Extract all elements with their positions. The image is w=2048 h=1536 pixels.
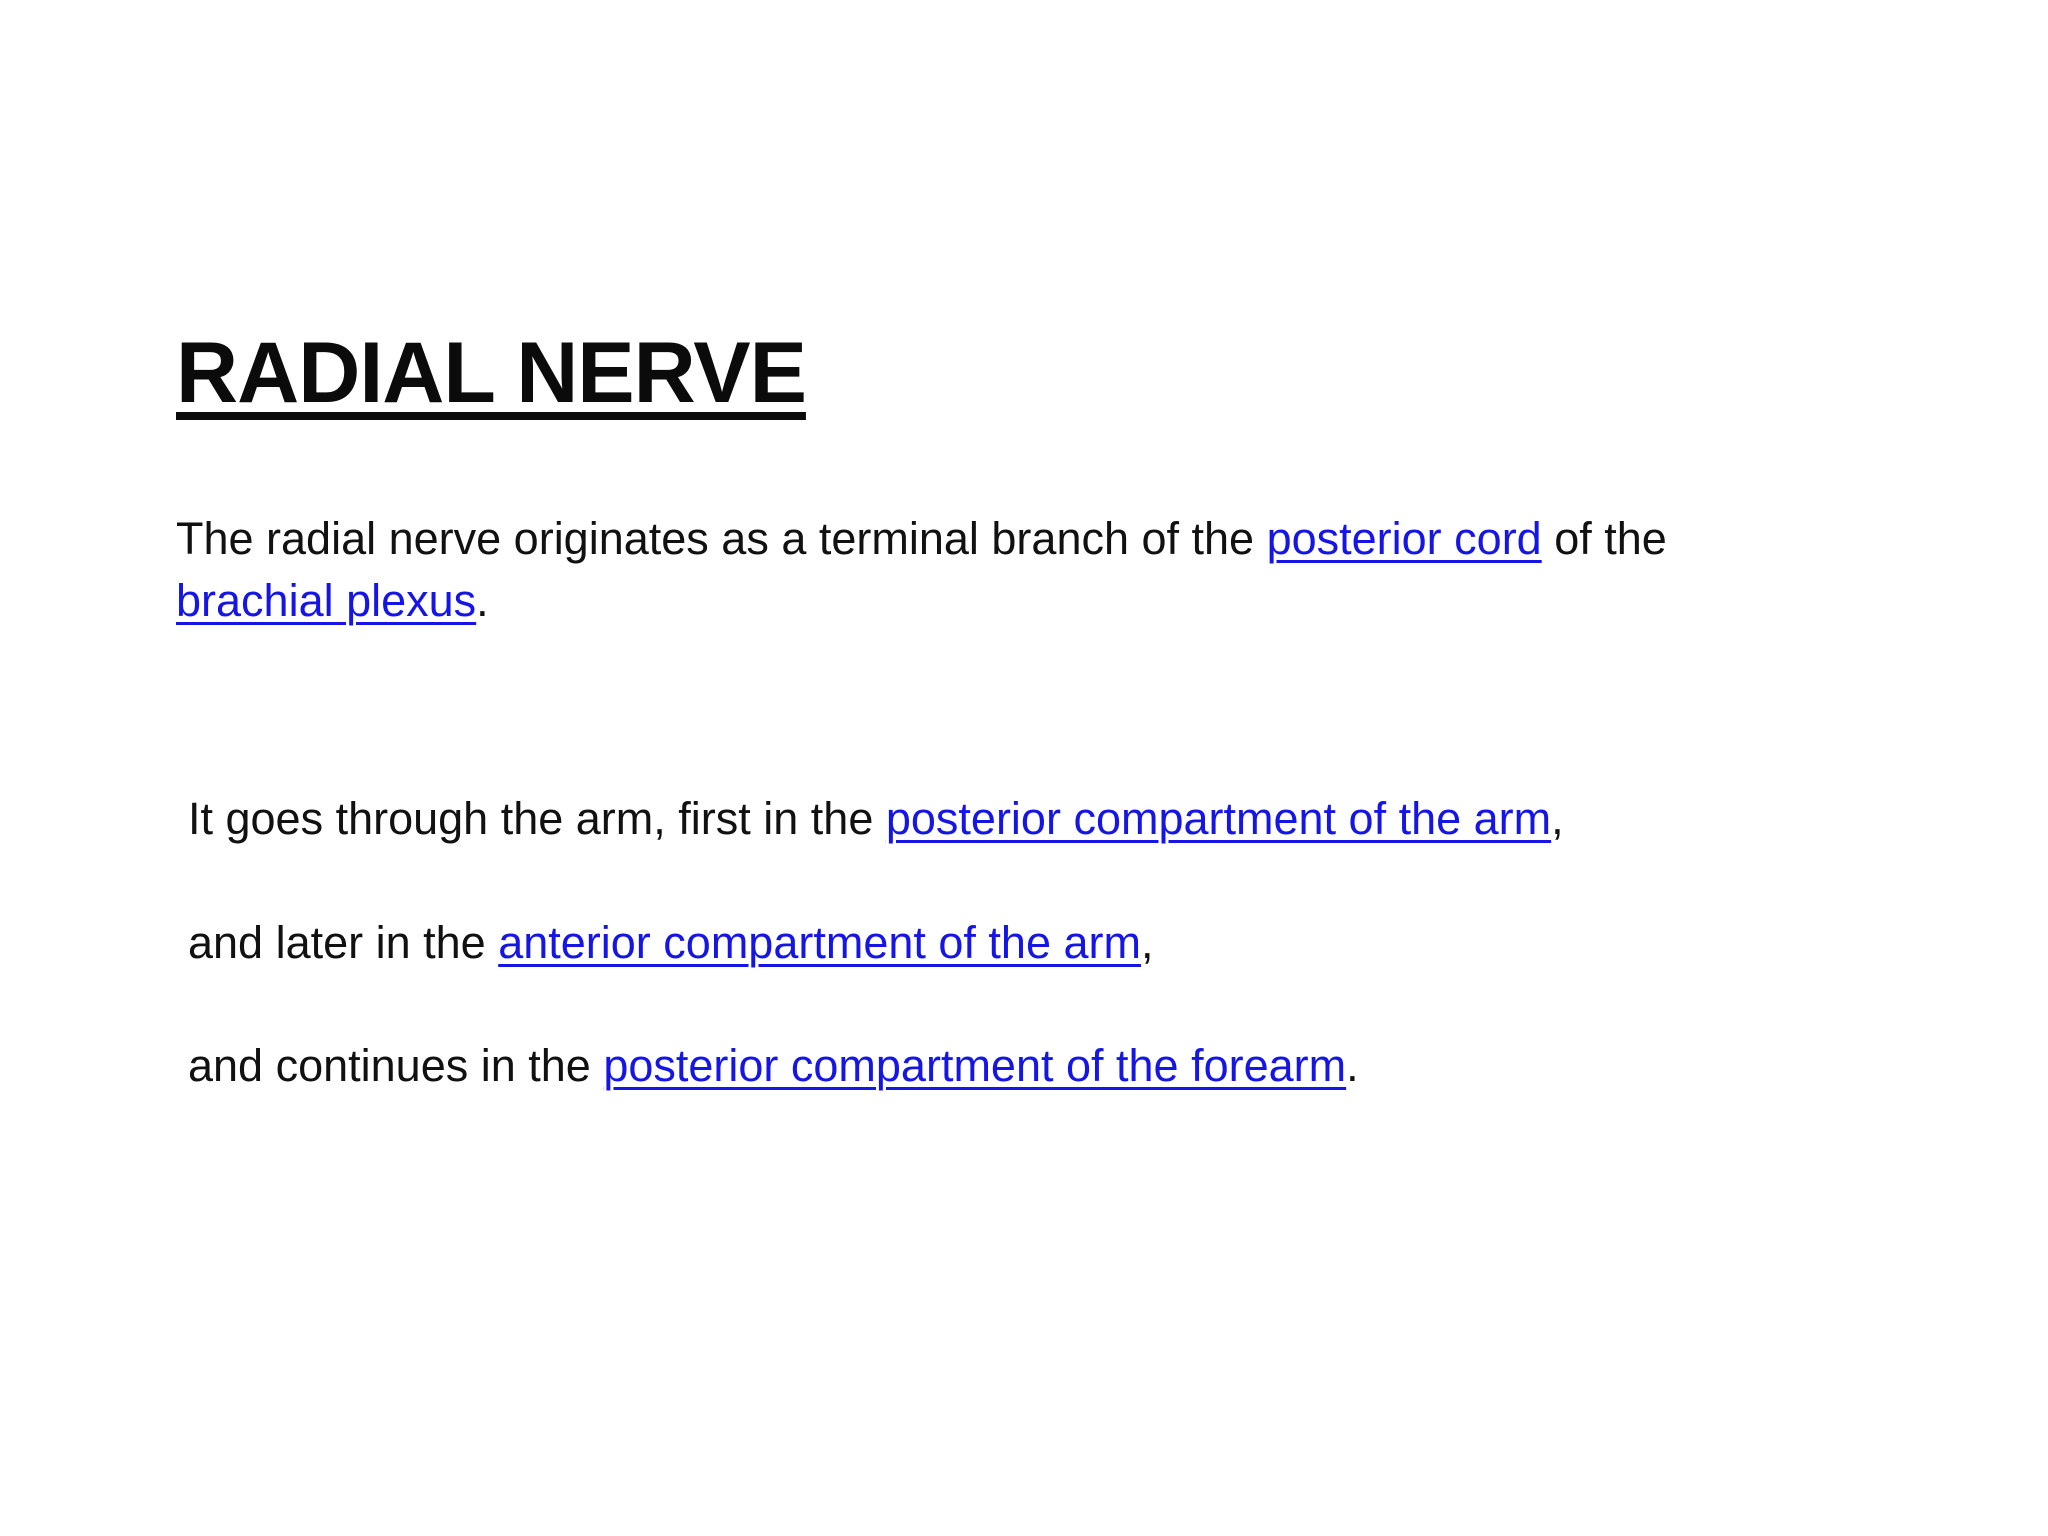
paragraph-course-arm-posterior-tail: , [1551, 793, 1564, 844]
paragraph-origin-text: The radial nerve originates as a terminal branch of the [176, 513, 1267, 564]
link-anterior-compartment-arm[interactable]: anterior compartment of the arm [498, 917, 1141, 968]
paragraph-course-arm-posterior [188, 788, 1564, 850]
paragraph-course-forearm-text: and continues in the [188, 1040, 604, 1091]
paragraph-origin [176, 508, 1667, 632]
paragraph-course-arm-anterior [188, 912, 1154, 974]
slide-title: RADIAL NERVE [176, 325, 806, 421]
paragraph-course-forearm-tail: . [1346, 1040, 1359, 1091]
paragraph-origin-tail: of the [1541, 513, 1667, 564]
link-posterior-compartment-arm[interactable]: posterior compartment of the arm [885, 793, 1552, 844]
link-posterior-cord[interactable]: posterior cord [1266, 513, 1542, 564]
paragraph-course-forearm [188, 1035, 1359, 1097]
paragraph-origin-period: . [476, 575, 489, 626]
link-posterior-compartment-forearm[interactable]: posterior compartment of the forearm [603, 1040, 1347, 1091]
link-brachial-plexus[interactable]: brachial plexus [176, 575, 477, 626]
paragraph-course-arm-posterior-text: It goes through the arm, first in the [188, 793, 886, 844]
paragraph-course-arm-anterior-tail: , [1141, 917, 1154, 968]
paragraph-course-arm-anterior-text: and later in the [188, 917, 499, 968]
